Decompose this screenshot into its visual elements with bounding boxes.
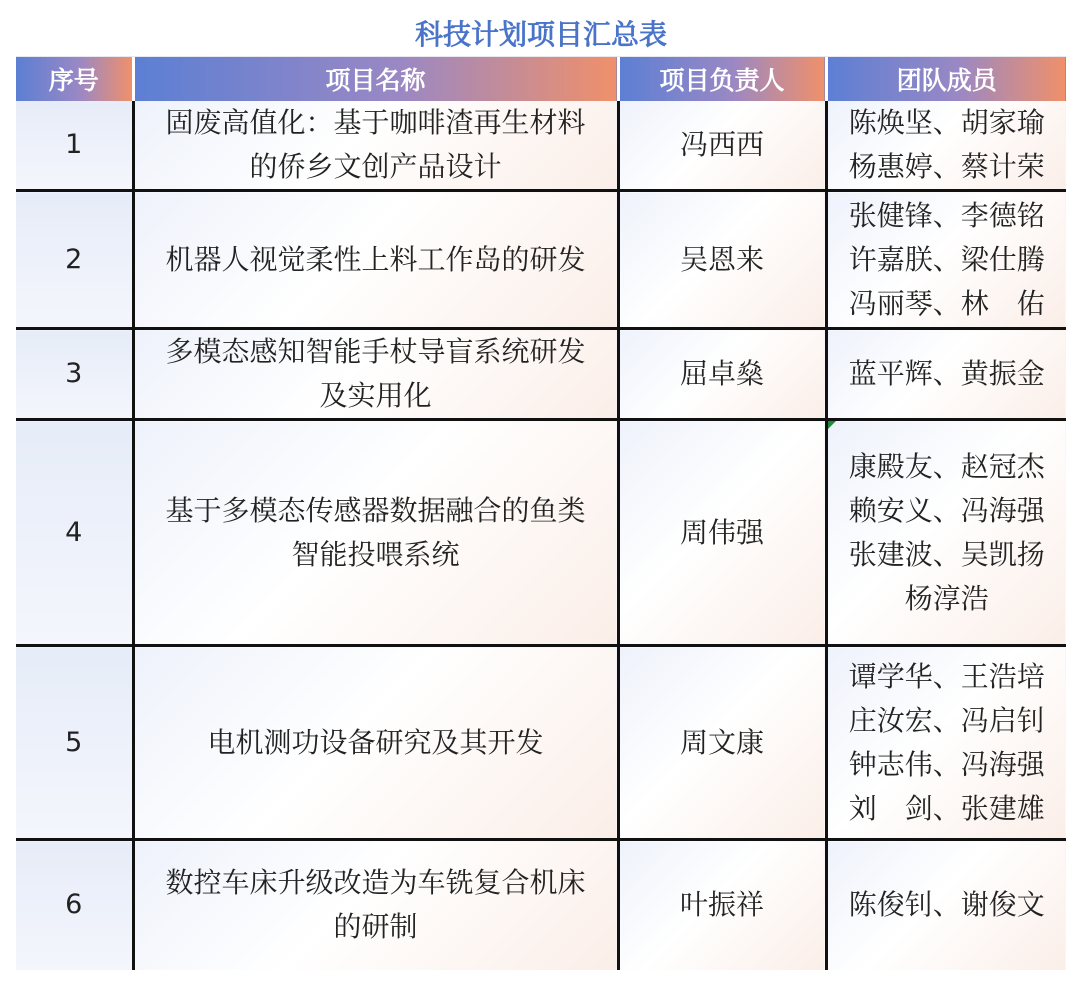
summary-sheet bbox=[16, 14, 1066, 970]
member-line: 陈俊钊、谢俊文 bbox=[848, 888, 1045, 922]
members-cell bbox=[826, 420, 1066, 646]
project-name-line: 基于多模态传感器数据融合的鱼类 bbox=[165, 493, 586, 527]
member-line: 陈焕坚、胡家瑜 bbox=[848, 106, 1045, 139]
member-line: 许嘉朕、梁仕腾 bbox=[848, 242, 1045, 276]
project-name-cell bbox=[133, 646, 618, 840]
leader-cell: 叶振祥 bbox=[618, 840, 826, 970]
member-line: 冯丽琴、林 佑 bbox=[848, 286, 1045, 320]
project-name-cell bbox=[133, 101, 618, 191]
row-index: 4 bbox=[16, 420, 133, 646]
members-cell bbox=[826, 329, 1066, 420]
members-cell bbox=[826, 646, 1066, 840]
cell-comment-marker bbox=[828, 421, 836, 429]
table-row bbox=[16, 191, 1066, 329]
member-line: 刘 剑、张建雄 bbox=[848, 791, 1045, 825]
leader-cell: 周伟强 bbox=[618, 420, 826, 646]
leader-cell: 周文康 bbox=[618, 646, 826, 840]
header-project-name: 项目名称 bbox=[133, 57, 618, 101]
members-cell bbox=[826, 840, 1066, 970]
row-index: 6 bbox=[16, 840, 133, 970]
row-index: 3 bbox=[16, 329, 133, 420]
member-line: 钟志伟、冯海强 bbox=[848, 747, 1045, 781]
project-table bbox=[16, 57, 1066, 970]
table-row bbox=[16, 646, 1066, 840]
project-name-line: 的侨乡文创产品设计 bbox=[249, 150, 502, 183]
leader-cell: 屈卓燊 bbox=[618, 329, 826, 420]
members-cell bbox=[826, 101, 1066, 191]
table-row bbox=[16, 329, 1066, 420]
member-line: 蓝平辉、黄振金 bbox=[848, 357, 1045, 390]
member-line: 赖安义、冯海强 bbox=[848, 493, 1045, 527]
row-index: 2 bbox=[16, 191, 133, 329]
project-name-line: 电机测功设备研究及其开发 bbox=[207, 725, 544, 759]
header-members: 团队成员 bbox=[826, 57, 1066, 101]
header-row bbox=[16, 57, 1066, 101]
row-index: 1 bbox=[16, 101, 133, 191]
project-name-cell bbox=[133, 329, 618, 420]
project-name-line: 的研制 bbox=[333, 910, 418, 944]
project-name-line: 机器人视觉柔性上料工作岛的研发 bbox=[165, 242, 586, 276]
table-title: 科技计划项目汇总表 bbox=[16, 14, 1066, 57]
table-row bbox=[16, 840, 1066, 970]
row-index: 5 bbox=[16, 646, 133, 840]
member-line: 张健锋、李德铭 bbox=[848, 198, 1045, 232]
member-line: 杨淳浩 bbox=[904, 581, 989, 615]
project-name-line: 及实用化 bbox=[319, 379, 432, 412]
member-line: 张建波、吴凯扬 bbox=[848, 537, 1045, 571]
project-name-line: 智能投喂系统 bbox=[291, 537, 460, 571]
header-index: 序号 bbox=[16, 57, 133, 101]
project-name-line: 数控车床升级改造为车铣复合机床 bbox=[165, 866, 586, 900]
leader-cell: 冯西西 bbox=[618, 101, 826, 191]
project-name-cell bbox=[133, 420, 618, 646]
member-line: 康殿友、赵冠杰 bbox=[848, 449, 1045, 483]
member-line: 杨惠婷、蔡计荣 bbox=[848, 150, 1045, 183]
project-name-cell bbox=[133, 191, 618, 329]
member-line: 庄汝宏、冯启钊 bbox=[848, 703, 1045, 737]
header-leader: 项目负责人 bbox=[618, 57, 826, 101]
members-cell bbox=[826, 191, 1066, 329]
project-name-line: 多模态感知智能手杖导盲系统研发 bbox=[165, 335, 586, 368]
project-name-cell bbox=[133, 840, 618, 970]
table-row bbox=[16, 101, 1066, 191]
project-name-line: 固废高值化：基于咖啡渣再生材料 bbox=[165, 106, 586, 139]
leader-cell: 吴恩来 bbox=[618, 191, 826, 329]
member-line: 谭学华、王浩培 bbox=[848, 659, 1045, 693]
table-row bbox=[16, 420, 1066, 646]
